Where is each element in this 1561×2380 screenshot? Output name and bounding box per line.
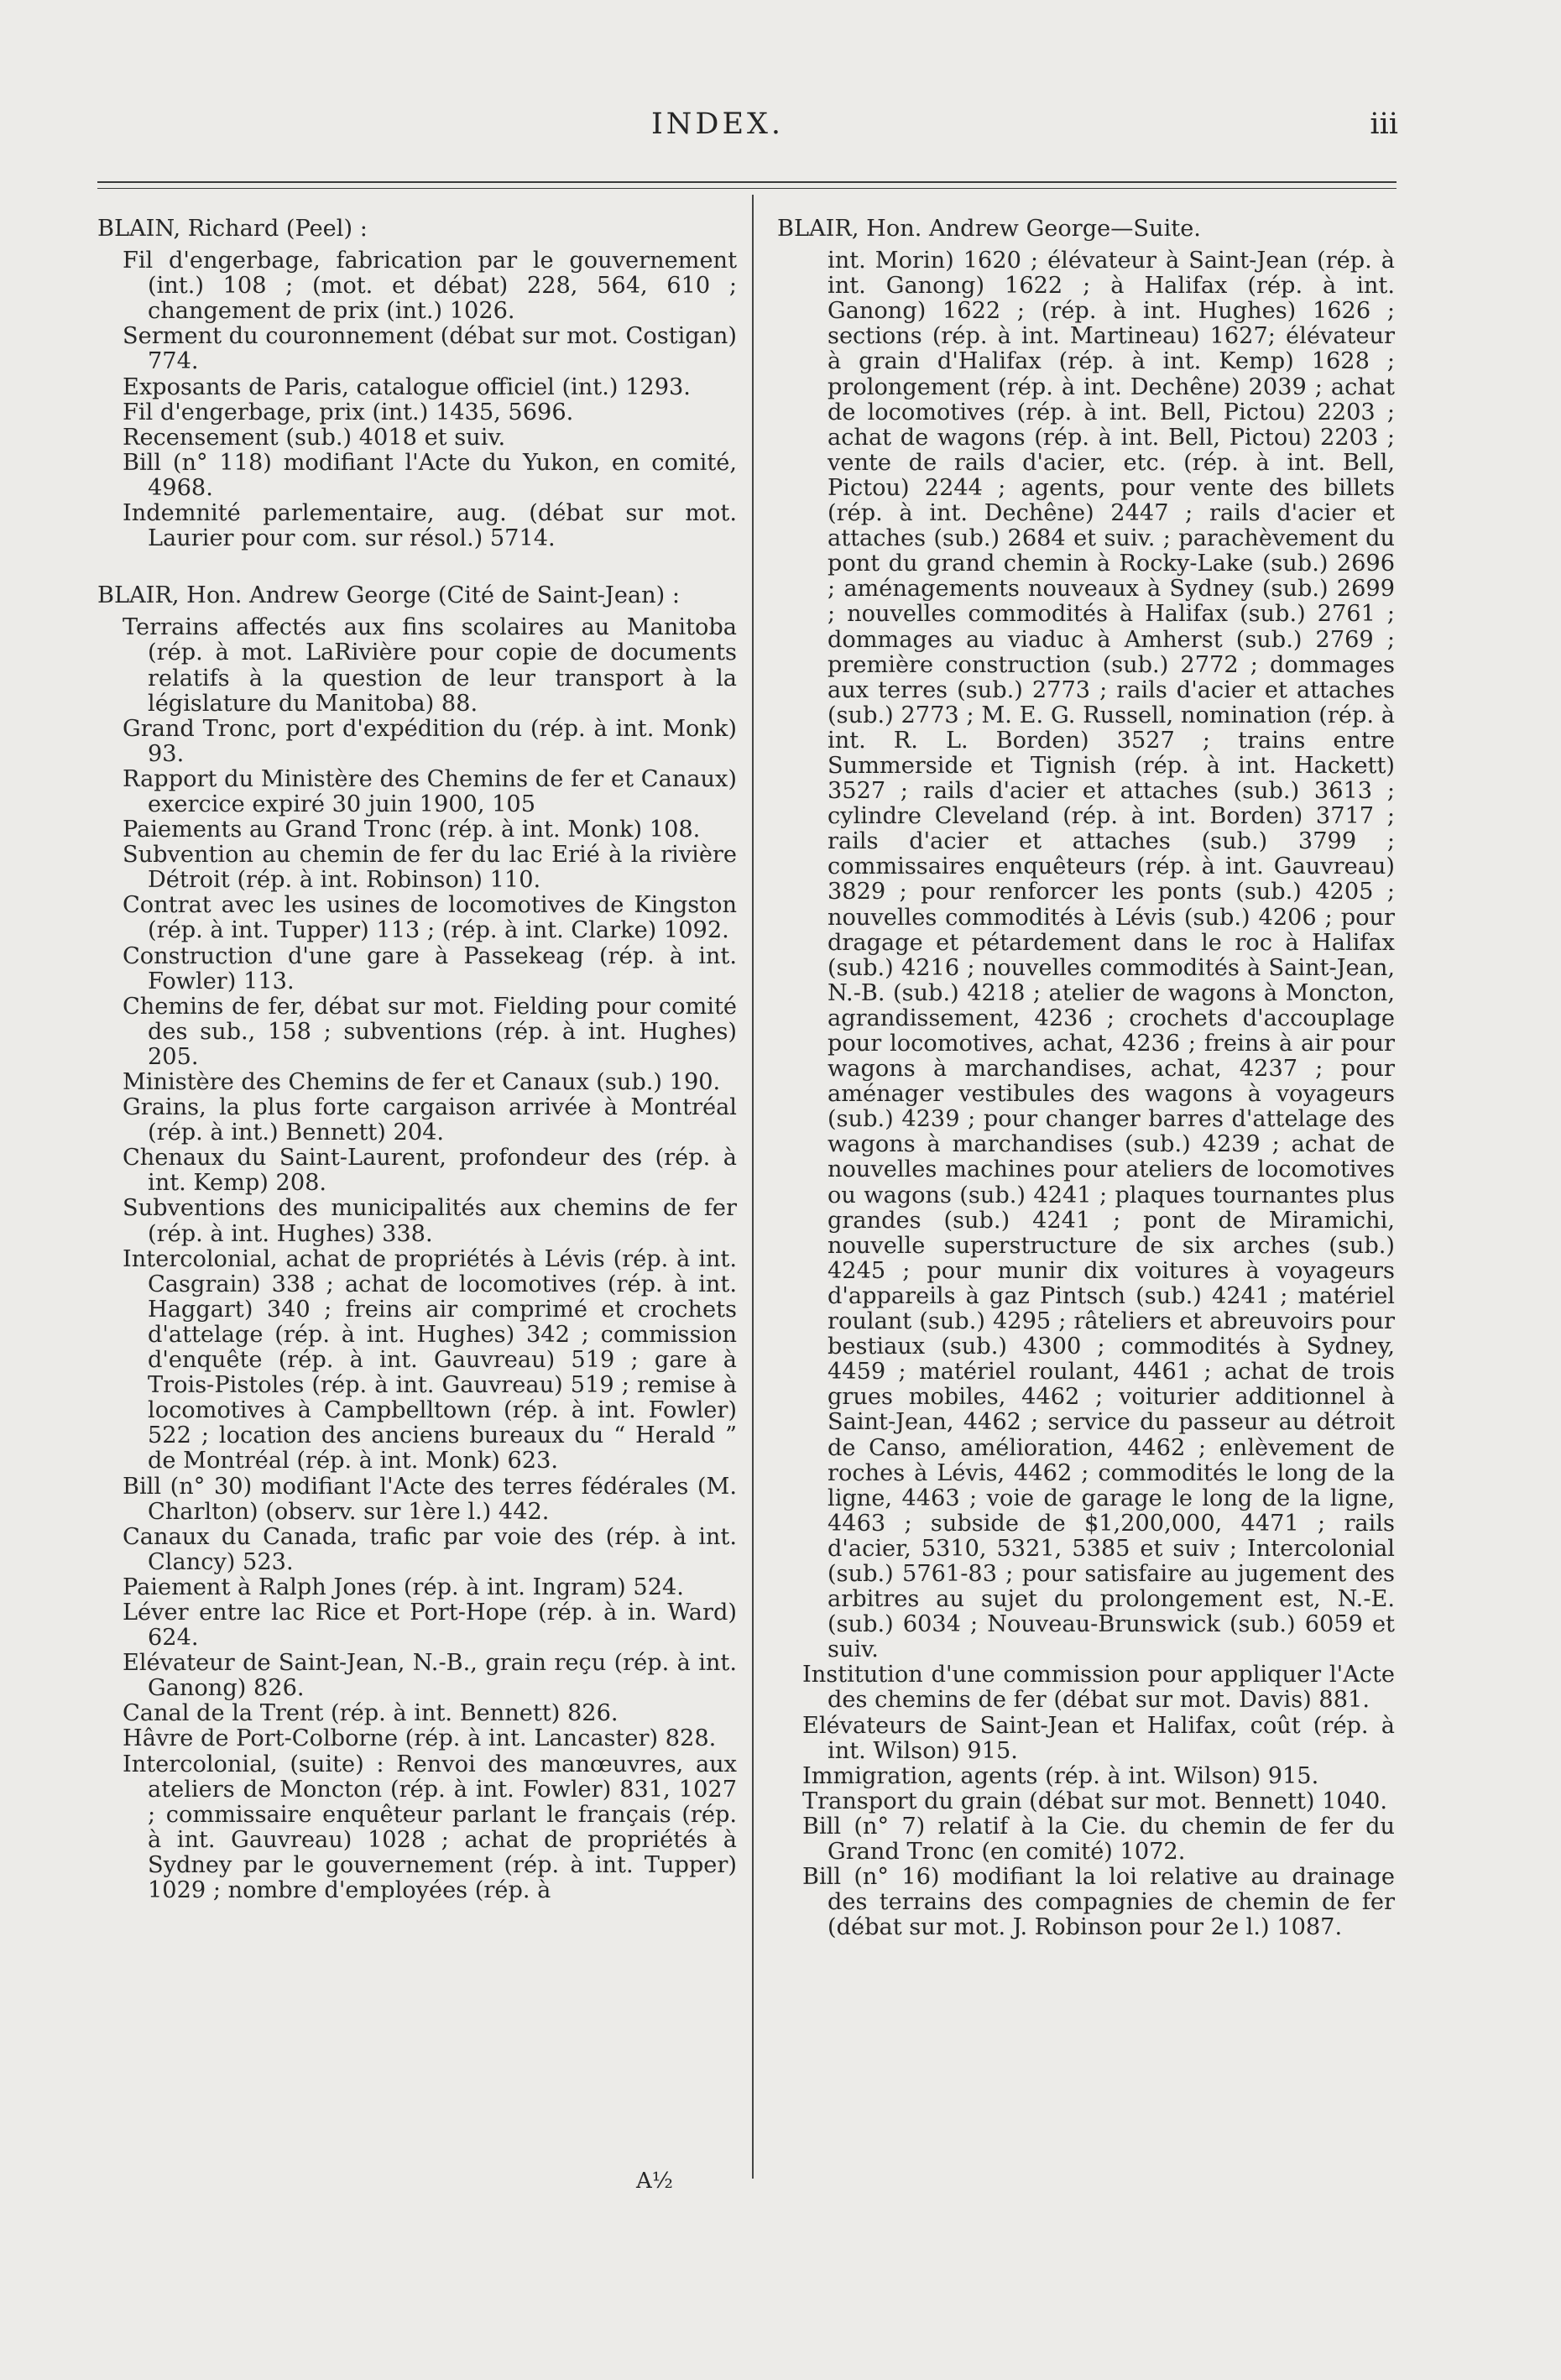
entry-subitem: Institution d'une commission pour appliquer l'Acte des chemins de fer (débat sur mot. Davis) 881. <box>802 1662 1395 1714</box>
entry-subitem: Fil d'engerbage, prix (int.) 1435, 5696. <box>123 399 574 425</box>
entry-subitem: Bill (n° 118) modifiant l'Acte du Yukon, en comité, 4968. <box>123 449 737 501</box>
entry-subitem: Paiements au Grand Tronc (rép. à int. Monk) 108. <box>123 817 701 843</box>
entry-subitem: Paiement à Ralph Jones (rép. à int. Ingram) 524. <box>123 1574 684 1600</box>
header-rule <box>97 181 1397 183</box>
index-entry <box>97 583 737 1903</box>
entry-subitem: Transport du grain (débat sur mot. Bennett) 1040. <box>802 1788 1387 1814</box>
entry-subitem: Elévateur de Saint-Jean, N.-B., grain reçu (rép. à int. Ganong) 826. <box>123 1650 737 1702</box>
entry-heading: BLAIR, Hon. Andrew George—Suite. <box>777 216 1201 242</box>
entry-subitem: Subvention au chemin de fer du lac Erié à la rivière Détroit (rép. à int. Robinson) 110. <box>123 842 737 894</box>
page-number: iii <box>1370 107 1398 141</box>
entry-subitem: Exposants de Paris, catalogue officiel (int.) 1293. <box>123 373 691 400</box>
entry-subitem: Hâvre de Port-Colborne (rép. à int. Lancaster) 828. <box>123 1725 717 1752</box>
entry-subitem: Recensement (sub.) 4018 et suiv. <box>123 424 506 451</box>
column-divider <box>752 195 754 2179</box>
entry-heading: BLAIR, Hon. Andrew George (Cité de Saint-Jean) : <box>97 582 681 609</box>
entry-gap <box>97 551 737 583</box>
entry-subitem: Intercolonial, (suite) : Renvoi des manœuvres, aux ateliers de Moncton (rép. à int. Fowler) 831, 1027 ; commissaire enquêteur parlant le français (rép. à int. Gauvreau) 1028 ; achat de propriétés à Sydney par le gouvernement (rép. à int. Tupper) 1029 ; nombre d'employées (rép. à <box>123 1751 737 1903</box>
entry-subitem: Immigration, agents (rép. à int. Wilson) 915. <box>802 1762 1319 1789</box>
entry-subitem: Contrat avec les usines de locomotives de Kingston (rép. à int. Tupper) 113 ; (rép. à int. Clarke) 1092. <box>123 892 737 944</box>
page-title: INDEX. <box>650 107 785 141</box>
entry-subitem: Grains, la plus forte cargaison arrivée à Montréal (rép. à int.) Bennett) 204. <box>123 1094 737 1146</box>
entry-subitem: Indemnité parlementaire, aug. (débat sur mot. Laurier pour com. sur résol.) 5714. <box>123 500 737 552</box>
entry-subitem: Bill (n° 16) modifiant la loi relative au drainage des terrains des compagnies de chemin de fer (débat sur mot. J. Robinson pour 2e l.) 1087. <box>802 1864 1395 1941</box>
signature-mark: A½ <box>636 2169 673 2194</box>
entry-subitem: Rapport du Ministère des Chemins de fer et Canaux) exercice expiré 30 juin 1900, 105 <box>123 765 737 817</box>
entry-subitem: Serment du couronnement (débat sur mot. Costigan) 774. <box>123 323 737 375</box>
entry-subitem: Bill (n° 30) modifiant l'Acte des terres fédérales (M. Charlton) (observ. sur 1ère l.) 442. <box>123 1473 737 1525</box>
entry-subitem: Intercolonial, achat de propriétés à Lévis (rép. à int. Casgrain) 338 ; achat de locomotives (rép. à int. Haggart) 340 ; freins air comprimé et crochets d'attelage (rép. à int. Hughes) 342 ; commission d'enquête (rép. à int. Gauvreau) 519 ; gare à Trois-Pistoles (rép. à int. Gauvreau) 519 ; remise à locomotives à Campbelltown (rép. à int. Fowler) 522 ; location des anciens bureaux du “ Herald ” de Montréal (rép. à int. Monk) 623. <box>123 1245 737 1474</box>
index-entry <box>97 217 737 551</box>
entry-subitem: Terrains affectés aux fins scolaires au Manitoba (rép. à mot. LaRivière pour copie de documents relatifs à la question de leur transport à la législature du Manitoba) 88. <box>123 614 737 717</box>
entry-subitem: Chenaux du Saint-Laurent, profondeur des (rép. à int. Kemp) 208. <box>123 1145 737 1197</box>
entry-subitem: Fil d'engerbage, fabrication par le gouvernement (int.) 108 ; (mot. et débat) 228, 564, 610 ; changement de prix (int.) 1026. <box>123 248 737 325</box>
entry-subitem: Elévateurs de Saint-Jean et Halifax, coût (rép. à int. Wilson) 915. <box>802 1712 1395 1764</box>
entry-subitem: Bill (n° 7) relatif à la Cie. du chemin de fer du Grand Tronc (en comité) 1072. <box>802 1813 1395 1865</box>
entry-subitem: Ministère des Chemins de fer et Canaux (sub.) 190. <box>123 1069 721 1095</box>
entry-continuation: int. Morin) 1620 ; élévateur à Saint-Jean (rép. à int. Ganong) 1622 ; à Halifax (rép. à int. Ganong) 1622 ; (rép. à int. Hughes) 1626 ; sections (rép. à int. Martineau) 1627; élévateur à grain d'Halifax (rép. à int. Kemp) 1628 ; prolongement (rép. à int. Dechêne) 2039 ; achat de locomotives (rép. à int. Bell, Pictou) 2203 ; achat de wagons (rép. à int. Bell, Pictou) 2203 ; vente de rails d'acier, etc. (rép. à int. Bell, Pictou) 2244 ; agents, pour vente des billets (rép. à int. Dechêne) 2447 ; rails d'acier et attaches (sub.) 2684 et suiv. ; parachèvement du pont du grand chemin à Rocky-Lake (sub.) 2696 ; aménagements nouveaux à Sydney (sub.) 2699 ; nouvelles commodités à Halifax (sub.) 2761 ; dommages au viaduc à Amherst (sub.) 2769 ; première construction (sub.) 2772 ; dommages aux terres (sub.) 2773 ; rails d'acier et attaches (sub.) 2773 ; M. E. G. Russell, nomination (rép. à int. R. L. Borden) 3527 ; trains entre Summerside et Tignish (rép. à int. Hackett) 3527 ; rails d'acier et attaches (sub.) 3613 ; cylindre Cleveland (rép. à int. Borden) 3717 ; rails d'acier et attaches (sub.) 3799 ; commissaires enquêteurs (rép. à int. Gauvreau) 3829 ; pour renforcer les ponts (sub.) 4205 ; nouvelles commodités à Lévis (sub.) 4206 ; pour dragage et pétardement dans le roc à Halifax (sub.) 4216 ; nouvelles commodités à Saint-Jean, N.-B. (sub.) 4218 ; atelier de wagons à Moncton, agrandissement, 4236 ; crochets d'accouplage pour locomotives, achat, 4236 ; freins à air pour wagons à marchandises, achat, 4237 ; pour aménager vestibules des wagons à voyageurs (sub.) 4239 ; pour changer barres d'attelage des wagons à marchandises (sub.) 4239 ; achat de nouvelles machines pour ateliers de locomotives ou wagons (sub.) 4241 ; plaques tournantes plus grandes (sub.) 4241 ; pont de Miramichi, nouvelle superstructure de six arches (sub.) 4245 ; pour munir dix voitures à voyageurs d'appareils à gaz Pintsch (sub.) 4241 ; matériel roulant (sub.) 4295 ; râteliers et abreuvoirs pour bestiaux (sub.) 4300 ; commodités à Sydney, 4459 ; matériel roulant, 4461 ; achat de trois grues mobiles, 4462 ; voiturier additionnel à Saint-Jean, 4462 ; service du passeur au détroit de Canso, amélioration, 4462 ; enlèvement de roches à Lévis, 4462 ; commodités le long de la ligne, 4463 ; voie de garage le long de la ligne, 4463 ; subside de $1,200,000, 4471 ; rails d'acier, 5310, 5321, 5385 et suiv ; Intercolonial (sub.) 5761-83 ; pour satisfaire au jugement des arbitres au sujet du prolongement est, N.-E. (sub.) 6034 ; Nouveau-Brunswick (sub.) 6059 et suiv. <box>827 248 1395 1663</box>
entry-subitem: Subventions des municipalités aux chemins de fer (rép. à int. Hughes) 338. <box>123 1195 737 1247</box>
header-rule-thin <box>97 188 1397 189</box>
entry-heading: BLAIN, Richard (Peel) : <box>97 216 368 242</box>
entry-subitem: Chemins de fer, débat sur mot. Fielding pour comité des sub., 158 ; subventions (rép. à int. Hughes) 205. <box>123 993 737 1070</box>
entry-subitem: Canal de la Trent (rép. à int. Bennett) 826. <box>123 1700 619 1727</box>
entry-subitem: Grand Tronc, port d'expédition du (rép. à int. Monk) 93. <box>123 715 737 767</box>
left-column <box>97 217 737 1903</box>
entry-subitem: Canaux du Canada, trafic par voie des (rép. à int. Clancy) 523. <box>123 1523 737 1575</box>
entry-subitem: Léver entre lac Rice et Port-Hope (rép. à in. Ward) 624. <box>123 1599 737 1652</box>
right-column <box>777 217 1395 1940</box>
entry-subitem: Construction d'une gare à Passekeag (rép. à int. Fowler) 113. <box>123 942 737 994</box>
